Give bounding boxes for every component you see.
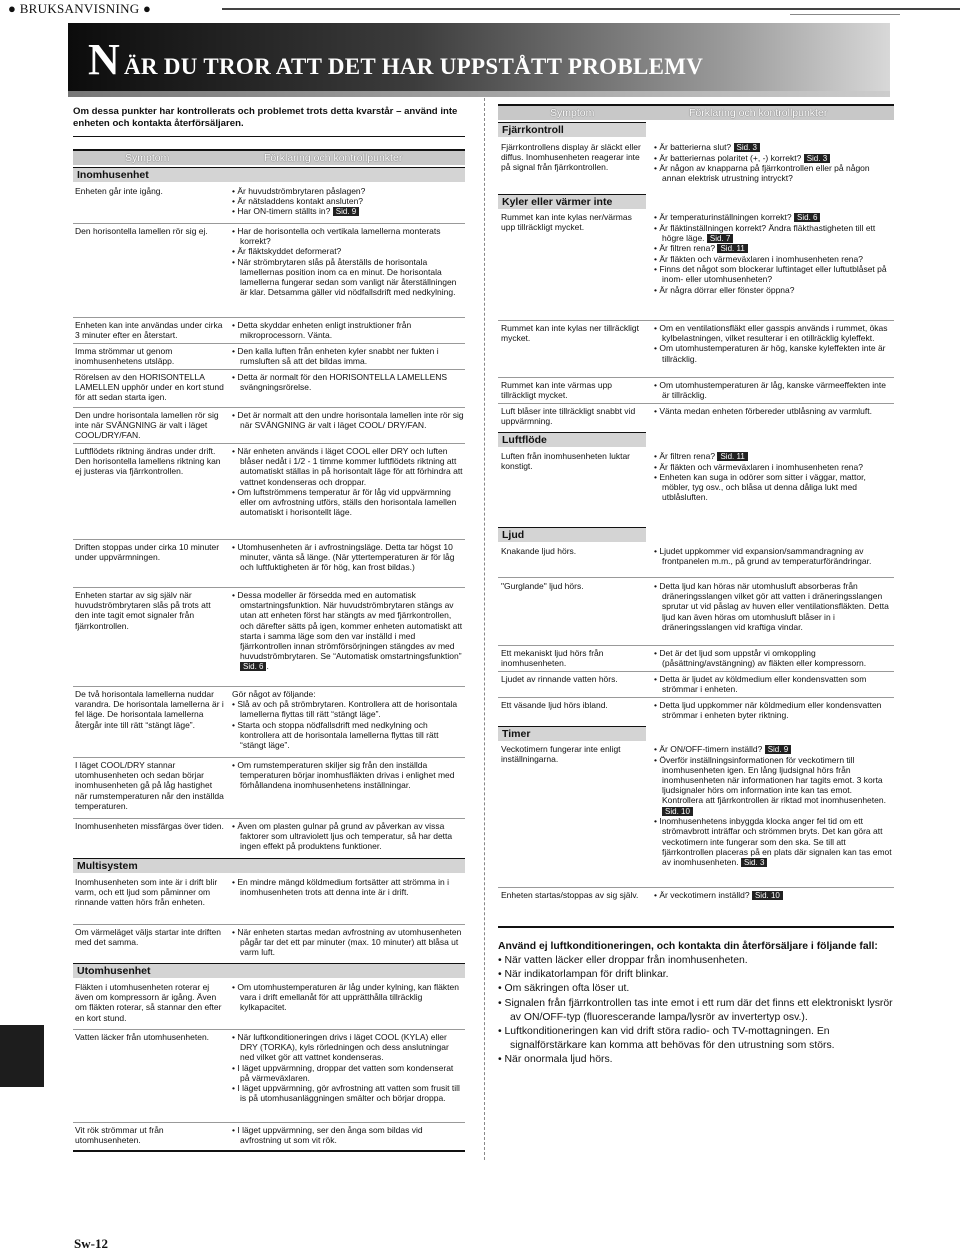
explanation-item: • I läget uppvärmning, gör avfrostning att vatten som frusit till is på utomhusanläggningen smälter och börjar droppa.: [232, 1083, 464, 1103]
explanation-item: • Om utomhustemperaturen är låg under kylning, kan fläkten vara i drift emellanåt för att upprätthålla tillräcklig kylkapacitet.: [232, 982, 464, 1013]
explanation-cell: [232, 982, 464, 1013]
row-divider: [498, 577, 894, 578]
explanation-cell: [232, 590, 464, 672]
explanation-item: • Vänta medan enheten förbereder utblåsning av varmluft.: [654, 406, 894, 416]
explanation-cell: [654, 648, 894, 668]
section-timer: Timer: [498, 726, 646, 741]
row-divider: [73, 924, 465, 925]
symptom-cell: Luften från inomhusenheten luktar konstigt.: [501, 451, 631, 472]
explanation-cell: [232, 760, 464, 791]
explanation-item: • Enheten kan suga in odörer som sitter i väggar, mattor, möbler, tyg osv., och blåsa ut denna dåliga lukt med utblåsluften.: [654, 472, 894, 503]
section-kyler-inte: Kyler eller värmer inte: [498, 194, 646, 209]
symptom-cell: Inomhusenheten missfärgas över tiden.: [75, 821, 224, 831]
explanation-cell: [232, 320, 464, 340]
explanation-item: • Det är normalt att den undre horisontala lamellen inte rör sig när SVÄNGNING är valt i läget COOL/ DRY/FAN.: [232, 410, 464, 430]
row-divider: [498, 671, 894, 672]
explanation-cell: [654, 212, 894, 295]
explanation-item: • Är temperaturinställningen korrekt? Sid. 6: [654, 212, 894, 223]
warning-item: • Signalen från fjärrkontrollen tas inte emot i ett rum där det finns ett elektroniskt lysrör av ON/OFF-typ (fluorescerande lampa/lysrör av invertertyp osv.).: [498, 997, 894, 1025]
symptom-cell: Den horisontella lamellen rör sig ej.: [75, 226, 208, 236]
page-ref-badge: Sid. 3: [804, 154, 830, 163]
explanation-cell: [232, 1032, 464, 1103]
symptom-cell: Enheten går inte igång.: [75, 186, 163, 196]
page-ref-badge: Sid. 6: [240, 662, 266, 671]
warning-heading: Använd ej luftkonditioneringen, och kontakta din återförsäljare i följande fall:: [498, 941, 878, 952]
explanation-cell: [232, 821, 464, 852]
page-ref-badge: Sid. 11: [717, 452, 747, 461]
symptom-cell: Rummet kan inte kylas ner tillräckligt mycket.: [501, 323, 639, 344]
symptom-cell: Om värmeläget väljs startar inte driften med det samma.: [75, 927, 221, 948]
explanation-cell: [654, 890, 894, 901]
section-luftflode: Luftflöde: [498, 432, 646, 447]
explanation-item: • Den kalla luften från enheten kyler snabbt ner fukten i rumsluften så att det bildas imma.: [232, 346, 464, 366]
symptom-header: Symptom: [550, 107, 595, 119]
warning-item: • Luftkonditioneringen kan vid drift störa radio- och TV-mottagningen. En signalförstärkare kan komma att behövas för den utrustning som störs.: [498, 1025, 894, 1053]
symptom-cell: Veckotimern fungerar inte enligt inställningarna.: [501, 744, 621, 765]
explanation-item: • Om luftströmmens temperatur är för låg vid uppvärmning eller om avfrostning utförs, ställs den horisontala lamellen automatiskt i horisontellt läge.: [232, 487, 464, 518]
section-fjarrkontroll: Fjärrkontroll: [498, 122, 646, 137]
explanation-cell: [654, 744, 894, 867]
explanation-item: • I läget uppvärmning, ser den ånga som bildas vid avfrostning ut som vit rök.: [232, 1125, 464, 1145]
manual-label: ● BRUKSANVISNING ●: [8, 1, 152, 16]
explanation-item: • När enheten startas medan avfrostning av utomhusenheten pågår tar det ett par minuter (max. 10 minuter) att blåsa ut varm luft.: [232, 927, 464, 958]
explanation-item: • Finns det något som blockerar luftintaget eller luftutblåset på inom- eller utomhusenheten?: [654, 264, 894, 284]
warning-item: • När indikatorlampan för drift blinkar.: [498, 968, 894, 982]
explanation-cell: [232, 372, 464, 392]
intro-text: Om dessa punkter har kontrollerats och problemet trots detta kvarstår – använd inte enheten och kontakta återförsäljaren.: [73, 106, 465, 137]
row-divider: [498, 887, 894, 888]
symptom-cell: Enheten startas/stoppas av sig själv.: [501, 890, 639, 900]
column-divider: [484, 98, 485, 1160]
symptom-cell: "Gurglande" ljud hörs.: [501, 581, 584, 591]
explanation-item: • Är fläktskyddet deformerat?: [232, 246, 464, 256]
section-utomhusenhet: Utomhusenhet: [73, 963, 465, 978]
explanation-header: Förklaring och kontrollpunkter: [264, 152, 403, 164]
explanation-item: • Har de horisontella och vertikala lamellerna monterats korrekt?: [232, 226, 464, 246]
explanation-item: • Detta är normalt för den HORISONTELLA LAMELLENS svängningsrörelse.: [232, 372, 464, 392]
page-ref-badge: Sid. 6: [794, 213, 820, 222]
row-divider: [73, 818, 465, 819]
warning-item: • När vatten läcker eller droppar från inomhusenheten.: [498, 954, 894, 968]
explanation-cell: [654, 451, 894, 502]
page-ref-badge: Sid. 10: [662, 807, 693, 816]
explanation-item: • Är några dörrar eller fönster öppna?: [654, 285, 894, 295]
explanation-item: • Slå av och på strömbrytaren. Kontrollera att de horisontala lamellerna flyttas till rätt “stängt läge”.: [232, 699, 464, 719]
explanation-item: • Starta och stoppa nödfallsdrift med nedkylning och kontrollera att de horisontala lamellerna flyttas till rätt “stängt läge”.: [232, 720, 464, 751]
symptom-cell: De två horisontala lamellerna nuddar varandra. De horisontala lamellerna är i fel läge. De horisontala lamellerna återgår inte till rätt “stängt läge”.: [75, 689, 224, 730]
symptom-cell: Knakande ljud hörs.: [501, 546, 577, 556]
row-divider: [73, 757, 465, 758]
explanation-item: • Är fläkten och värmeväxlaren i inomhusenheten rena?: [654, 462, 894, 472]
explanation-item: • När luftkonditioneringen drivs i läget COOL (KYLA) eller DRY (TORKA), kyls rörledningen och dess anslutningar ned vilket gör att vattnet kondenseras.: [232, 1032, 464, 1063]
row-divider: [73, 1122, 465, 1123]
page-ref-badge: Sid. 11: [717, 244, 747, 253]
explanation-item: • Utomhusenheten är i avfrostningsläge. Detta tar högst 10 minuter, vänta så länge. (När yttertemperaturen är för låg och luftfuktigheten är för hög, kan frost bildas.): [232, 542, 464, 573]
explanation-item: • Är batteriernas polaritet (+, -) korrekt? Sid. 3: [654, 153, 894, 164]
explanation-item: • Det är det ljud som uppstår vi omkoppling (påsättning/avstängning) av fläkten eller kompressorn.: [654, 648, 894, 668]
symptom-cell: Ett mekaniskt ljud hörs från inomhusenheten.: [501, 648, 604, 669]
explanation-cell: [654, 581, 894, 632]
explanation-item: • Om rumstemperaturen skiljer sig från den inställda temperaturen börjar inomhusfläkten drivas i enlighet med förhållandena inomhusenhetens inställningar.: [232, 760, 464, 791]
row-divider: [73, 443, 465, 444]
symptom-cell: Ljudet av rinnande vatten hörs.: [501, 674, 618, 684]
row-divider: [73, 587, 465, 588]
explanation-heading: Gör något av följande:: [232, 689, 316, 699]
row-divider: [73, 407, 465, 408]
explanation-cell: [654, 700, 894, 720]
page-title: ÄR DU TROR ATT DET HAR UPPSTÅTT PROBLEMV: [124, 54, 704, 79]
row-divider: [498, 645, 894, 646]
left-table-header: [73, 149, 465, 165]
row-divider: [73, 223, 465, 224]
symptom-cell: Vit rök strömmar ut från utomhusenheten.: [75, 1125, 164, 1146]
page-number: Sw-12: [74, 1236, 108, 1251]
warning-item: • När onormala ljud hörs.: [498, 1053, 894, 1067]
explanation-cell: [654, 380, 894, 400]
symptom-cell: [75, 446, 225, 477]
row-divider: [73, 317, 465, 318]
warning-box: [498, 940, 894, 1067]
explanation-item: • Ljudet uppkommer vid expansion/sammandragning av frontpanelen m.m., på grund av temperaturförändringar.: [654, 546, 894, 566]
explanation-item: • Är huvudströmbrytaren påslagen?: [232, 186, 464, 196]
explanation-cell: [232, 186, 464, 217]
page-ref-badge: Sid. 3: [734, 143, 760, 152]
row-divider: [73, 369, 465, 370]
explanation-cell: [654, 142, 894, 184]
explanation-item: • Är batterierna slut? Sid. 3: [654, 142, 894, 153]
explanation-cell: [232, 226, 464, 297]
explanation-cell: [654, 546, 894, 566]
table-bottom-rule: [73, 1150, 465, 1152]
explanation-item: • Överför inställningsinformationen för veckotimern till inomhusenheten igen. En lång ljudsignal hörs från inomhusenheten när informationen har tagits emot. 3 korta ljudsignaler hörs om information inte kan tas emot. Kontrollera att fjärrkontrollen är riktad mot inomhusenheten. Sid. 10: [654, 755, 894, 817]
header-rule-thin: [790, 14, 900, 15]
symptom-cell: Fläkten i utomhusenheten roterar ej även om kompressorn är igång. Även om fläkten roterar, så stannar den efter en kort stund.: [75, 982, 222, 1023]
explanation-item: • Är någon av knapparna på fjärrkontrollen eller på någon annan elektrisk utrustning intryckt?: [654, 163, 894, 183]
symptom-cell: Rummet kan inte kylas ner/värmas upp tillräckligt mycket.: [501, 212, 632, 233]
explanation-cell: [232, 689, 464, 750]
row-divider: [498, 403, 894, 404]
explanation-item: • Är nätsladdens kontakt ansluten?: [232, 196, 464, 206]
explanation-cell: [232, 410, 464, 430]
page-ref-badge: Sid. 3: [741, 858, 767, 867]
symptom-text: Den horisontella lamellens riktning kan ej justeras via fjärrkontrollen.: [75, 456, 221, 477]
explanation-cell: [654, 674, 894, 694]
explanation-cell: [232, 877, 464, 897]
explanation-item: • När strömbrytaren slås på återställs de horisontala lamellernas position inom ca en minut. De horisontala lamellerna fungerar sedan som vanligt när återställningen är klar. Detsamma gäller vid nödfallsdrift med nedkylning.: [232, 257, 464, 298]
row-divider: [498, 377, 894, 378]
explanation-item: • Även om plasten gulnar på grund av påverkan av vissa faktorer som ultraviolett ljus och temperatur, så har detta ingen effekt på produktens funktioner.: [232, 821, 464, 852]
explanation-cell: [654, 323, 894, 364]
symptom-cell: Vatten läcker från utomhusenheten.: [75, 1032, 210, 1042]
symptom-cell: Driften stoppas under cirka 10 minuter under uppvärmningen.: [75, 542, 220, 563]
header-rule: [222, 8, 960, 10]
explanation-item: • Är fläktinställningen korrekt? Ändra fläkthastigheten till ett högre läge. Sid. 7: [654, 223, 894, 244]
symptom-cell: Enheten startar av sig själv när huvudströmbrytaren slås på trots att den inte tagit emot signaler från fjärrkontrollen.: [75, 590, 211, 631]
section-inomhusenhet: Inomhusenhet: [73, 167, 465, 182]
explanation-item: • En mindre mängd köldmedium fortsätter att strömma in i inomhusenheten trots att denna inte är i drift.: [232, 877, 464, 897]
explanation-item: • Detta ljud uppkommer när köldmedium eller kondensvatten strömmar i enheten byter riktning.: [654, 700, 894, 720]
explanation-item: • Inomhusenhetens inbyggda klocka anger fel tid om ett strömavbrott inträffar och strömmen bryts. Det kan göra att veckotimern inte fungerar som den ska. Se till att fjärrkontrollen placeras på en plats där signalen kan tas emot av inomhusenheten. Sid. 3: [654, 816, 894, 867]
header-bar: [0, 0, 960, 18]
symptom-cell: Fjärrkontrollens display är släckt eller diffus. Inomhusenheten reagerar inte på signal från fjärrkontrollen.: [501, 142, 641, 173]
explanation-cell: [232, 1125, 464, 1145]
explanation-item: • Är fläkten och värmeväxlaren i inomhusenheten rena?: [654, 254, 894, 264]
symptom-cell: Inomhusenheten som inte är i drift blir varm, och ett ljud som påminner om rinnande vatten hörs från enheten.: [75, 877, 218, 908]
explanation-cell: [654, 406, 894, 416]
row-divider: [498, 697, 894, 698]
page-ref-badge: Sid. 9: [333, 207, 359, 216]
row-divider: [73, 686, 465, 687]
explanation-cell: [232, 927, 464, 958]
section-multisystem: Multisystem: [73, 858, 465, 873]
explanation-item: • Är veckotimern inställd? Sid. 10: [654, 890, 894, 901]
section-ljud: Ljud: [498, 527, 646, 542]
symptom-text: Luftflödets riktning ändras under drift.: [75, 446, 216, 456]
page-ref-badge: Sid. 7: [707, 234, 733, 243]
explanation-header: Förklaring och kontrollpunkter: [689, 107, 828, 119]
symptom-cell: I läget COOL/DRY stannar utomhusenheten och sedan börjar inomhusenheten gå på låg hastighet när rumstemperaturen når den inställda temperaturen.: [75, 760, 224, 811]
explanation-item: • Om utomhustemperaturen är hög, kanske kyleffekten inte är tillräcklig.: [654, 343, 894, 363]
explanation-item: • Detta är ljudet av köldmedium eller kondensvatten som strömmar i enheten.: [654, 674, 894, 694]
warning-item: • Om säkringen ofta löser ut.: [498, 982, 894, 996]
explanation-item: • Är filtren rena? Sid. 11: [654, 451, 894, 462]
symptom-cell: Enheten kan inte användas under cirka 3 minuter efter en återstart.: [75, 320, 223, 341]
row-divider: [73, 1029, 465, 1030]
symptom-cell: Rörelsen av den HORISONTELLA LAMELLEN upphör under en kort stund för att sedan starta igen.: [75, 372, 224, 403]
symptom-header: Symptom: [125, 152, 170, 164]
symptom-cell: Luft blåser inte tillräckligt snabbt vid uppvärmning.: [501, 406, 636, 427]
row-divider: [73, 343, 465, 344]
title-initial: N: [88, 35, 120, 84]
explanation-cell: [232, 542, 464, 573]
row-divider: [73, 539, 465, 540]
explanation-item: • Har ON-timern ställts in? Sid. 9: [232, 206, 464, 217]
explanation-item: • Detta ljud kan höras när utomhusluft absorberas från dräneringsslangen vilket gör att vatten i dräneringsslangen sprutar ut vid påslag av huven eller ventilationsfläkten. Detta ljud kan även höras om utomhusluft blåser in i dräneringsslangen vid kraftiga vindar.: [654, 581, 894, 632]
table-bottom-rule: [498, 926, 894, 928]
explanation-item: • Om en ventilationsfläkt eller gasspis används i rummet, ökas kylbelastningen, vilket resulterar i en otillräcklig kyleffekt.: [654, 323, 894, 343]
explanation-item: • Detta skyddar enheten enligt instruktioner från mikroprocessorn. Vänta.: [232, 320, 464, 340]
right-table-header: [498, 104, 894, 120]
explanation-item: • Dessa modeller är försedda med en automatisk omstartningsfunktion. När huvudströmbrytaren stängs av utan att enheten först har stängts av med fjärrkontrollen, och därefter sätts på igen, kommer enheten automatiskt att starta i samma läge som den var inställd i med fjärrkontrollen innan strömförsörjningen stängdes av med huvudströmbrytaren. Se “Automatisk omstartningsfunktion” Sid. 6 .: [232, 590, 464, 672]
explanation-item: • Om utomhustemperaturen är låg, kanske värmeeffekten inte är tillräcklig.: [654, 380, 894, 400]
explanation-cell: [232, 446, 464, 517]
page-ref-badge: Sid. 10: [752, 891, 783, 900]
page-ref-badge: Sid. 9: [765, 745, 791, 754]
symptom-cell: Ett väsande ljud hörs ibland.: [501, 700, 608, 710]
symptom-cell: Imma strömmar ut genom inomhusenhetens utsläpp.: [75, 346, 175, 367]
explanation-item: • I läget uppvärmning, droppar det vatten som kondenserat på värmeväxlaren.: [232, 1063, 464, 1083]
title-banner: [68, 23, 890, 91]
side-tab: [0, 1025, 44, 1087]
explanation-cell: [232, 346, 464, 366]
explanation-item: • När enheten används i läget COOL eller DRY och luften blåser nedåt i 1/2 - 1 timme kommer luftflödets riktning att automatiskt ställas in på horisontalt läge för att förhindra att vattnet kondenseras och droppar.: [232, 446, 464, 487]
banner-shadow: [68, 91, 890, 97]
explanation-item: • Är filtren rena? Sid. 11: [654, 243, 894, 254]
row-divider: [498, 320, 894, 321]
explanation-item: • Är ON/OFF-timern inställd? Sid. 9: [654, 744, 894, 755]
symptom-cell: Rummet kan inte värmas upp tillräckligt mycket.: [501, 380, 613, 401]
symptom-cell: Den undre horisontala lamellen rör sig inte när SVÄNGNING är valt i läget COOL/DRY/FAN.: [75, 410, 219, 441]
